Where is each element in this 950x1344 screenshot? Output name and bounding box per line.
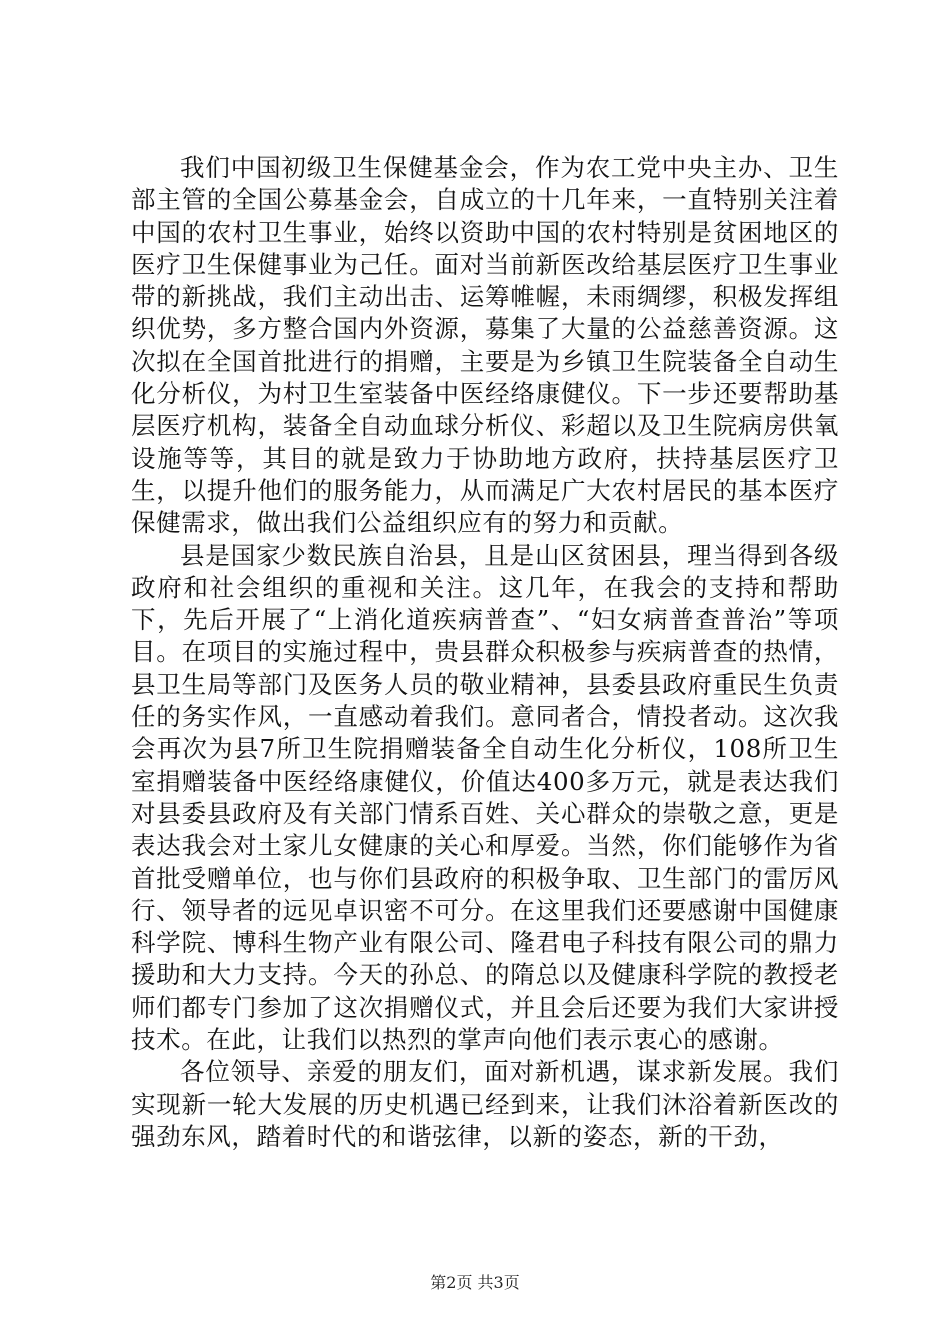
document-body xyxy=(131,152,839,1153)
page-footer: 第2页 共3页 xyxy=(430,1273,520,1292)
paragraph: 各位领导、亲爱的朋友们，面对新机遇，谋求新发展。我们实现新一轮大发展的历史机遇已经到来，让我们沐浴着新医改的强劲东风，踏着时代的和谐弦律，以新的姿态，新的干劲， xyxy=(131,1057,839,1151)
paragraph: 县是国家少数民族自治县，且是山区贫困县，理当得到各级政府和社会组织的重视和关注。这几年，在我会的支持和帮助下，先后开展了“上消化道疾病普查”、“妇女病普查普治”等项目。在项目的实施过程中，贵县群众积极参与疾病普查的热情，县卫生局等部门及医务人员的敬业精神，县委县政府重民生负责任的务实作风，一直感动着我们。意同者合，情投者动。这次我会再次为县7所卫生院捐赠装备全自动生化分析仪，108所卫生室捐赠装备中医经络康健仪，价值达400多万元，就是表达我们对县委县政府及有关部门情系百姓、关心群众的崇敬之意，更是表达我会对土家儿女健康的关心和厚爱。当然，你们能够作为省首批受赠单位，也与你们县政府的积极争取、卫生部门的雷厉风行、领导者的远见卓识密不可分。在这里我们还要感谢中国健康科学院、博科生物产业有限公司、隆君电子科技有限公司的鼎力援助和大力支持。今天的孙总、的隋总以及健康科学院的教授老师们都专门参加了这次捐赠仪式，并且会后还要为我们大家讲授技术。在此，让我们以热烈的掌声向他们表示衷心的感谢。 xyxy=(131,540,839,1055)
paragraph: 我们中国初级卫生保健基金会，作为农工党中央主办、卫生部主管的全国公募基金会，自成立的十几年来，一直特别关注着中国的农村卫生事业，始终以资助中国的农村特别是贫困地区的医疗卫生保健事业为己任。面对当前新医改给基层医疗卫生事业带的新挑战，我们主动出击、运筹帷幄，未雨绸缪，积极发挥组织优势，多方整合国内外资源，募集了大量的公益慈善资源。这次拟在全国首批进行的捐赠，主要是为乡镇卫生院装备全自动生化分析仪，为村卫生室装备中医经络康健仪。下一步还要帮助基层医疗机构，装备全自动血球分析仪、彩超以及卫生院病房供氧设施等等，其目的就是致力于协助地方政府，扶持基层医疗卫生，以提升他们的服务能力，从而满足广大农村居民的基本医疗保健需求，做出我们公益组织应有的努力和贡献。 xyxy=(131,153,839,538)
